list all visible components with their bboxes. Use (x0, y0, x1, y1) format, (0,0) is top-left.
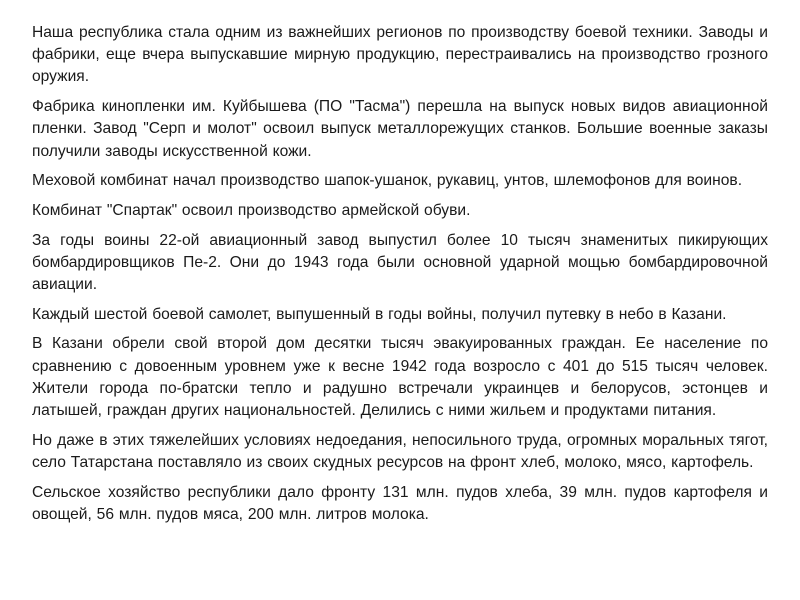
paragraph-every-sixth-plane: Каждый шестой боевой самолет, выпушенный в годы войны, получил путевку в небо в Казани. (32, 305, 727, 323)
paragraph-village-supplies: Но даже в этих тяжелейших условиях недоедания, непосильного труда, огромных моральных тягот, село Татарстана поставляло из своих скудных ресурсов на фронт хлеб, молоко, мясо, картофель. (32, 431, 768, 471)
paragraph-agriculture-totals: Сельское хозяйство республики дало фронту 131 млн. пудов хлеба, 39 млн. пудов картофеля и овощей, 56 млн. пудов мяса, 200 млн. литров молока. (32, 483, 768, 523)
paragraph-republic-production: Наша республика стала одним из важнейших регионов по производству боевой техники. Заводы и фабрики, еще вчера выпускавшие мирную продукцию, перестраивались на производство грозного оружия. (32, 24, 768, 86)
paragraph-evacuees: В Казани обрели свой второй дом десятки тысяч эвакуированных граждан. Ее население по сравнению с довоенным уровнем уже к весне 1942 года возросло с 401 до 515 тысяч человек. Жители города по-братски тепло и радушно встречали украинцев и белорусов, эстонцев и латышей, граждан других национальностей. Делились с ними жильем и продуктами питания. (32, 335, 768, 420)
slide-text-body (32, 22, 768, 534)
paragraph-tasma-factory: Фабрика кинопленки им. Куйбышева (ПО "Тасма") перешла на выпуск новых видов авиационной пленки. Завод "Серп и молот" освоил выпуск металлорежущих станков. Большие военные заказы получили заводы искусственной кожи. (32, 98, 768, 160)
paragraph-fur-factory: Меховой комбинат начал производство шапок-ушанок, рукавиц, унтов, шлемофонов для воинов. (32, 172, 743, 190)
paragraph-aviation-plant: За годы воины 22-ой авиационный завод выпустил более 10 тысяч знаменитых пикирующих бомбардировщиков Пе-2. Они до 1943 года были основной ударной мощью бомбардировочной авиации. (32, 231, 768, 294)
paragraph-spartak: Комбинат "Спартак" освоил производство армейской обуви. (32, 201, 471, 219)
